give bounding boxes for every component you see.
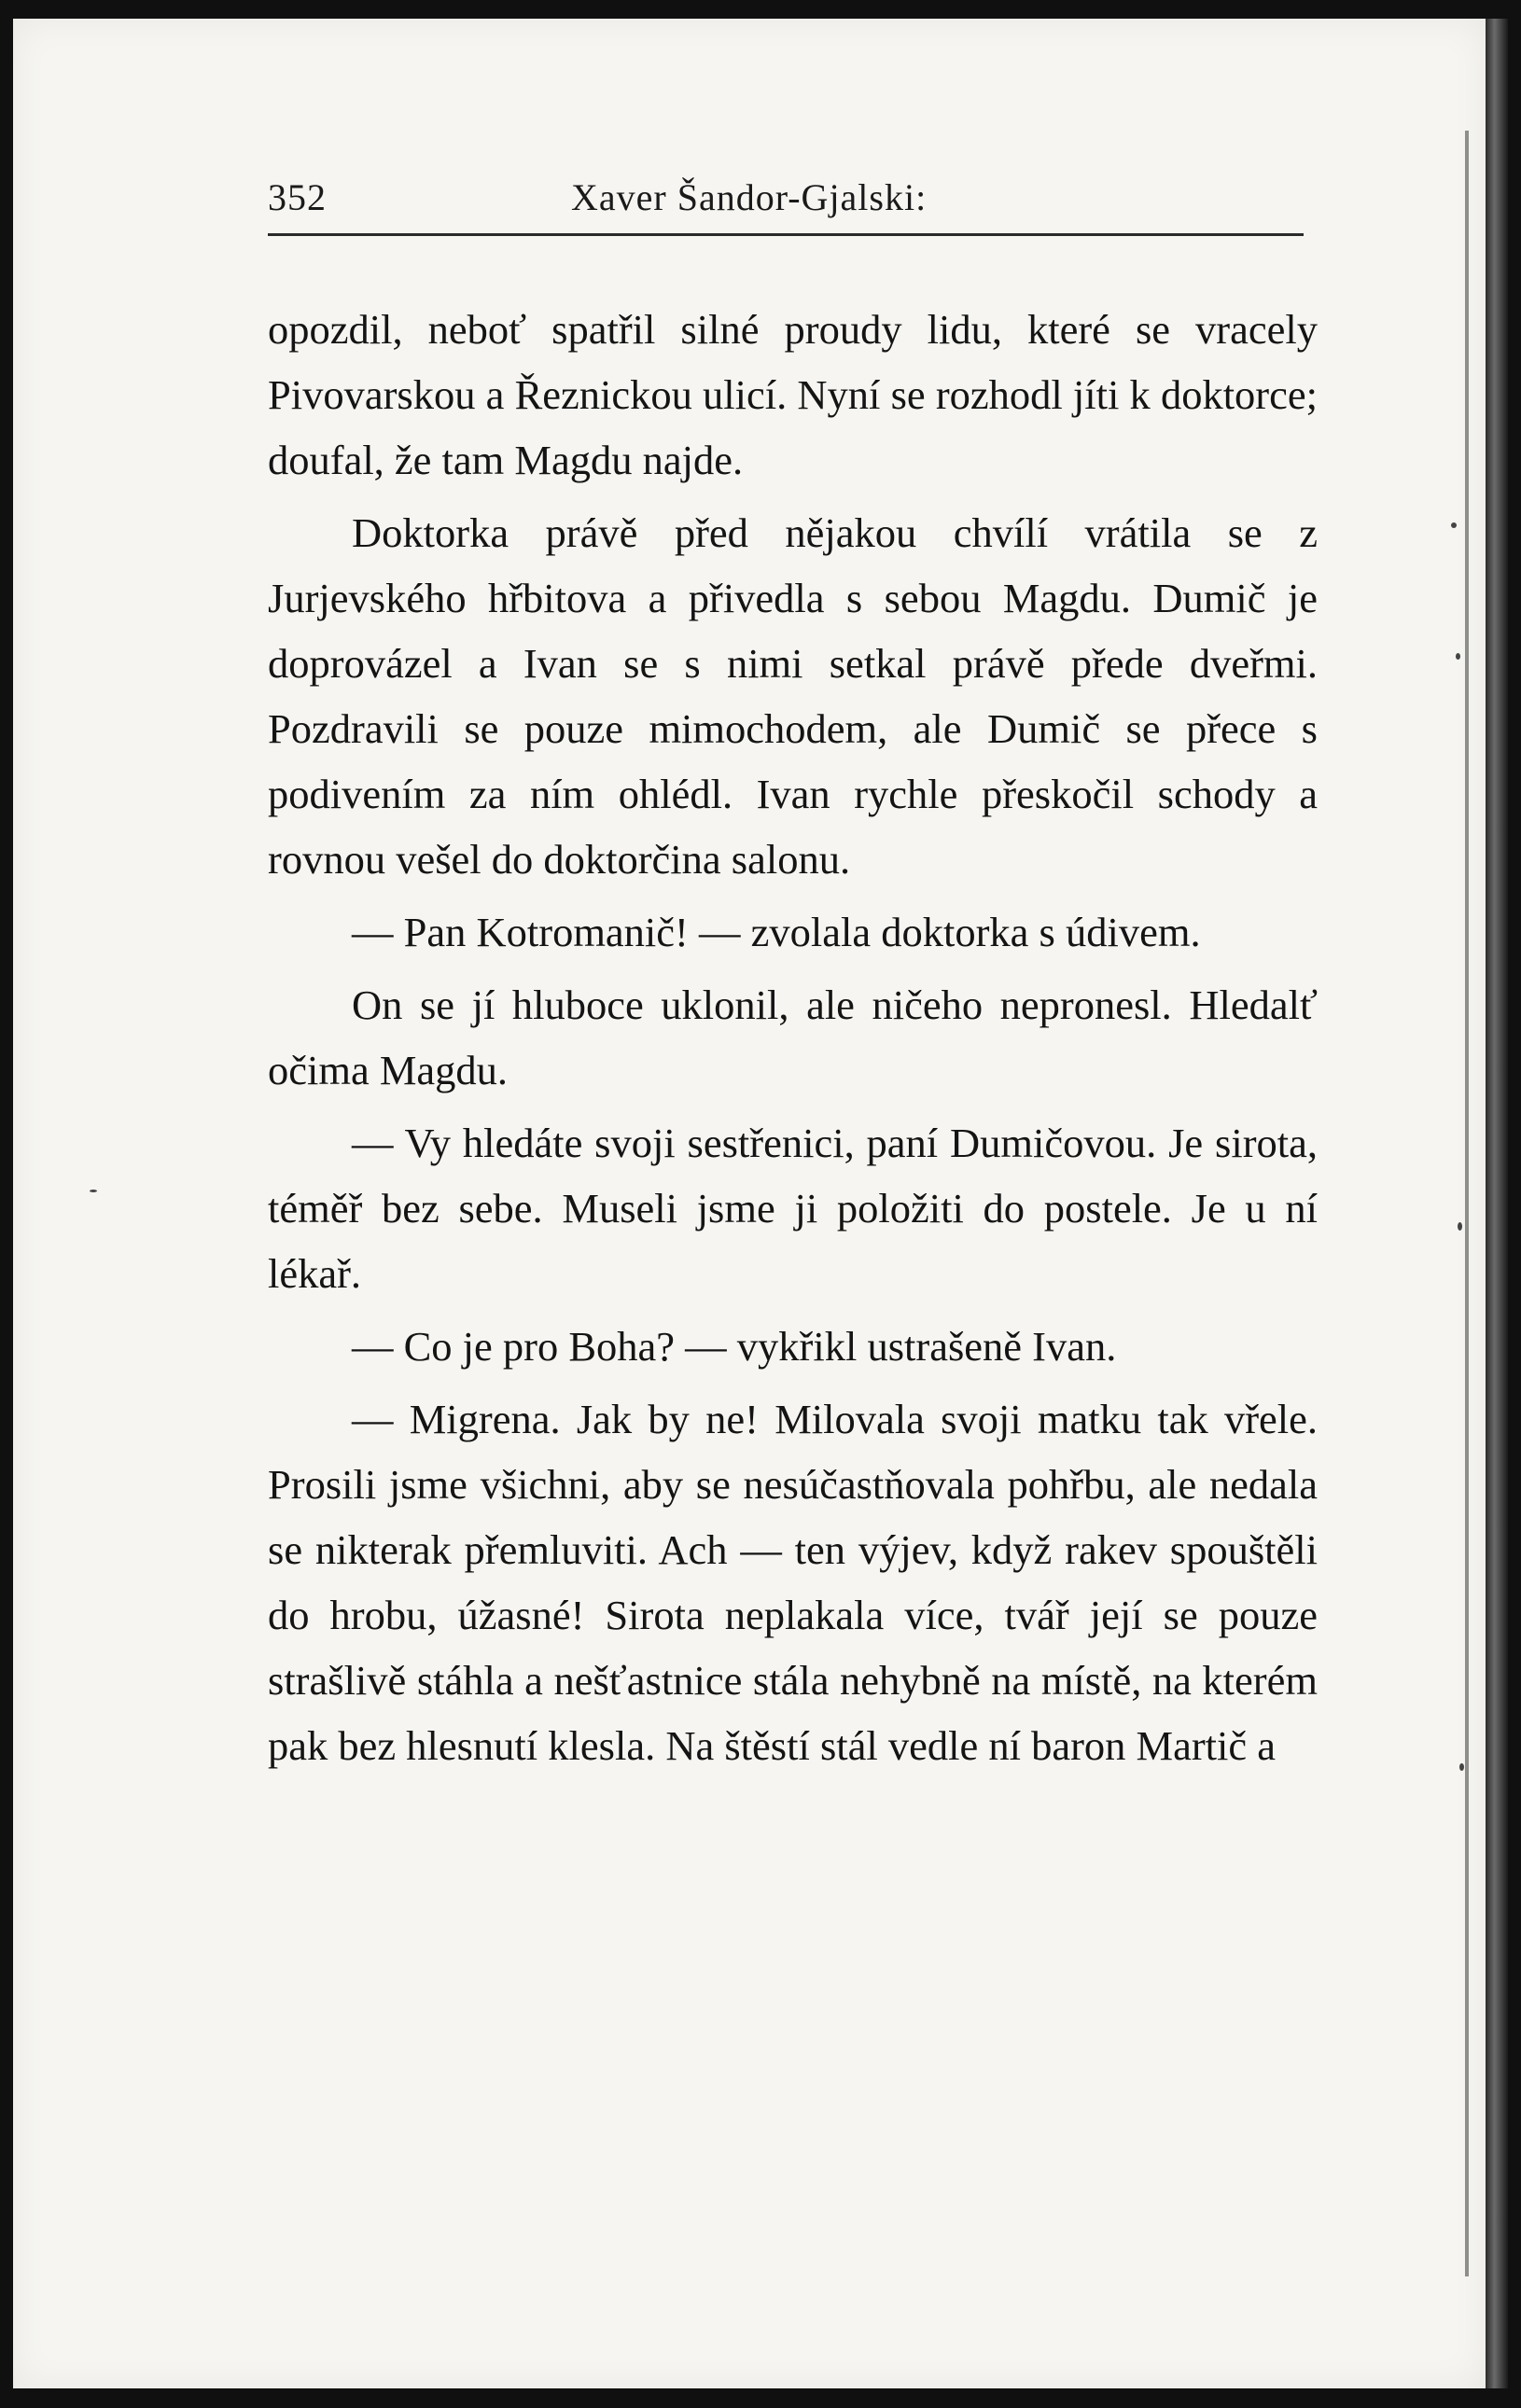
running-head: Xaver Šandor-Gjalski: [571,176,928,218]
ink-speck [1459,1763,1464,1771]
ink-speck [1456,653,1460,660]
page-number: 352 [268,176,327,218]
paragraph: — Vy hledáte svoji sestřenici, paní Dumičovou. Je sirota, téměř bez sebe. Museli jsme ji položiti do postele. Je u ní lékař. [268,1120,1318,1297]
paragraph: — Co je pro Boha? — vykřikl ustrašeně Ivan. [352,1323,1117,1370]
ink-speck [1458,1222,1462,1231]
paragraph: Doktorka právě před nějakou chvílí vrátila se z Jurjevského hřbitova a přivedla s sebou Magdu. Dumič je doprovázel a Ivan se s nimi setkal právě přede dveřmi. Pozdravili se pouze mimochodem, ale Dumič se přece s podivením za ním ohlédl. Ivan rychle přeskočil schody a rovnou vešel do doktorčina salonu. [268,509,1318,883]
paragraph: opozdil, neboť spatřil silné proudy lidu, které se vracely Pivovarskou a Řeznickou ulicí. Nyní se rozhodl jíti k doktorce; doufal, že tam Magdu najde. [268,306,1318,483]
page-header [268,166,1304,231]
page-edge-shadow [1486,19,1508,2388]
paragraph: — Migrena. Jak by ne! Milovala svoji matku tak vřele. Prosili jsme všichni, aby se nesúčastňovala pohřbu, ale nedala se nikterak přemluviti. Ach — ten výjev, když rakev spouštěli do hrobu, úžasné! Sirota neplakala více, tvář její se pouze strašlivě stáhla a nešťastnice stála nehybně na místě, na kterém pak bez hlesnutí klesla. Na štěstí stál vedle ní baron Martič a [268,1396,1318,1769]
body-text [268,297,1318,1778]
paragraph: On se jí hluboce uklonil, ale ničeho nepronesl. Hledalť očima Magdu. [268,981,1318,1093]
ink-speck [90,1190,97,1192]
header-rule [268,233,1304,236]
page-fold-line [1465,131,1469,2276]
ink-speck [1451,522,1457,528]
paragraph: — Pan Kotromanič! — zvolala doktorka s údivem. [352,909,1201,955]
